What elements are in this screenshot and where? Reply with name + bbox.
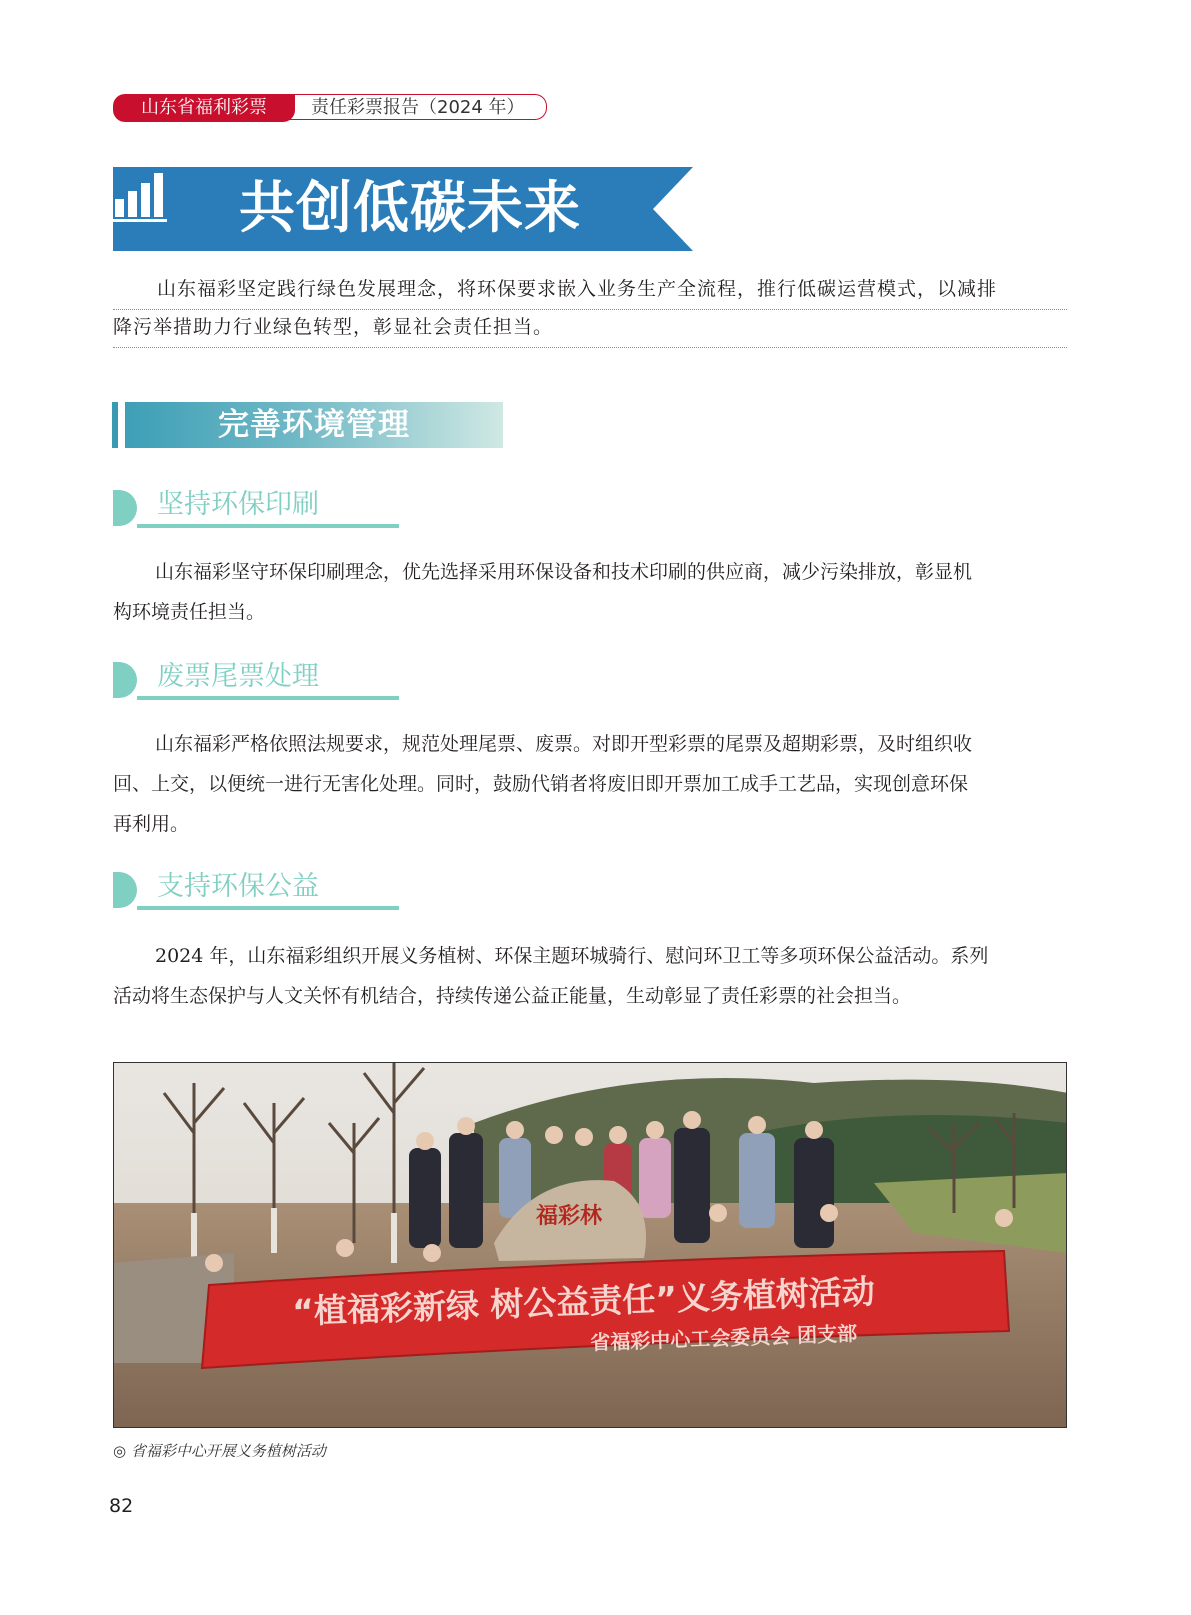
chapter-banner bbox=[113, 167, 693, 251]
intro-line: 降污举措助力行业绿色转型，彰显社会责任担当。 bbox=[113, 310, 1067, 348]
org-name: 山东省福利彩票 bbox=[113, 94, 295, 122]
report-header bbox=[113, 94, 549, 124]
subsection-underline bbox=[137, 524, 399, 528]
subsection-title: 支持环保公益 bbox=[157, 871, 319, 902]
event-banner-text: “植福彩新绿 树公益责任”义务植树活动 bbox=[291, 1271, 876, 1332]
subsection-underline bbox=[137, 906, 399, 910]
paragraph-line: 回、上交，以便统一进行无害化处理。同时，鼓励代销者将废旧即开票加工成手工艺品，实现创意环保 bbox=[113, 773, 969, 795]
section-accent-bar bbox=[112, 402, 118, 448]
photo-illustration bbox=[114, 1063, 1067, 1428]
report-title: 责任彩票报告（2024 年） bbox=[283, 94, 547, 120]
paragraph-line: 山东福彩坚守环保印刷理念，优先选择采用环保设备和技术印刷的供应商，减少污染排放，彰显机 bbox=[155, 561, 973, 583]
chapter-title: 共创低碳未来 bbox=[239, 176, 581, 241]
subsection-title: 废票尾票处理 bbox=[157, 661, 319, 692]
subsection-paragraph bbox=[113, 552, 1067, 632]
subsection-header bbox=[113, 660, 403, 700]
paragraph-line: 再利用。 bbox=[113, 813, 190, 835]
intro-line: 山东福彩坚定践行绿色发展理念，将环保要求嵌入业务生产全流程，推行低碳运营模式，以减排 bbox=[113, 272, 1067, 310]
intro-paragraph bbox=[113, 272, 1067, 348]
subsection-underline bbox=[137, 696, 399, 700]
subsection-header bbox=[113, 488, 403, 528]
subsection-tab bbox=[113, 490, 137, 526]
stone-inscription: 福彩林 bbox=[535, 1203, 603, 1229]
section-title: 完善环境管理 bbox=[218, 407, 410, 443]
subsection-paragraph bbox=[113, 936, 1067, 1016]
tree-planting-photo bbox=[113, 1062, 1067, 1428]
photo-caption: ◎ 省福彩中心开展义务植树活动 bbox=[113, 1442, 326, 1460]
subsection-tab bbox=[113, 662, 137, 698]
subsection-paragraph bbox=[113, 724, 1067, 844]
paragraph-line: 构环境责任担当。 bbox=[113, 601, 266, 623]
subsection-header bbox=[113, 870, 403, 910]
event-banner-subtext: 省福彩中心工会委员会 团支部 bbox=[589, 1321, 858, 1355]
page-number: 82 bbox=[109, 1495, 134, 1517]
subsection-tab bbox=[113, 872, 137, 908]
paragraph-line: 山东福彩严格依照法规要求，规范处理尾票、废票。对即开型彩票的尾票及超期彩票，及时组织收 bbox=[155, 733, 973, 755]
section-header bbox=[112, 402, 502, 448]
paragraph-line: 2024 年，山东福彩组织开展义务植树、环保主题环城骑行、慰问环卫工等多项环保公益活动。系列 bbox=[155, 945, 989, 967]
bar-chart-icon bbox=[113, 167, 169, 223]
paragraph-line: 活动将生态保护与人文关怀有机结合，持续传递公益正能量，生动彰显了责任彩票的社会担当。 bbox=[113, 985, 912, 1007]
subsection-title: 坚持环保印刷 bbox=[157, 489, 319, 520]
